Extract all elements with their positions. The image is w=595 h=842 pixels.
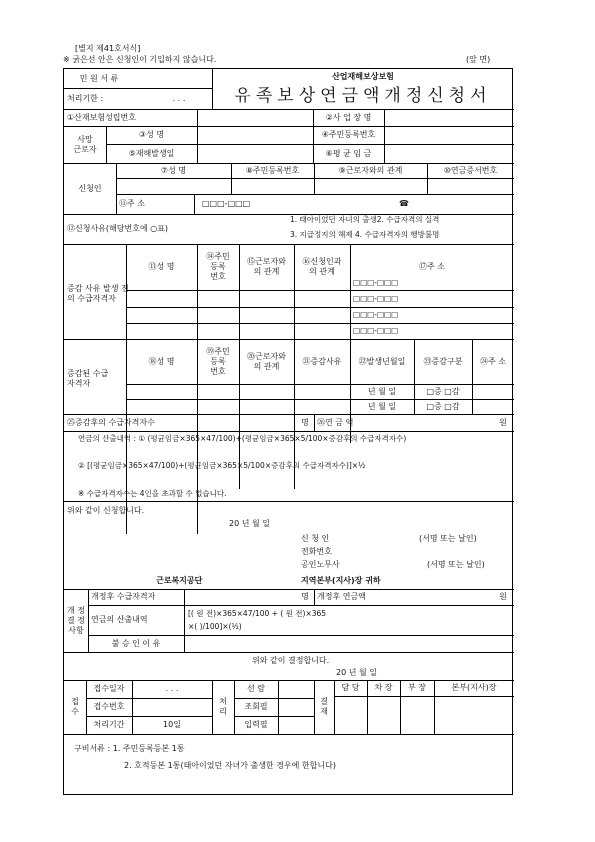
inquiry-label: 조회필 [244,702,268,711]
before-address-box-3: □□□-□□□ [353,310,399,319]
after-date-header: ㉒발생년월일 [358,356,406,366]
applicant-relation-label: ⑨근로자와의 관계 [338,165,403,175]
proc-limit-label: 처리기간 [93,720,125,729]
decide-date: 20 년 월 일 [336,668,377,677]
revised-count-unit: 명 [301,592,309,601]
approver-staff: 담 당 [341,683,360,692]
receipt-label: 접 수 [71,697,79,716]
calc-detail-label: 연금의 산출내역 [91,615,148,624]
after-date-row-1: 년 월 일 [367,386,397,396]
before-app-relation-header: ⑯신청인과 의 관계 [302,257,342,276]
before-resident-header: ⑭주민 등록 번호 [206,252,230,281]
after-incdec-2: □증 □감 [426,401,460,411]
before-address-header: ⑰주 소 [419,262,445,271]
after-address-header: ㉔주 소 [480,356,506,366]
deceased-resident-label: ④주민등록번호 [321,130,376,139]
process-label: 처 리 [219,697,227,716]
reject-reason-label: 불 승 인 이 유 [111,638,161,648]
signer-applicant-label: 신 청 인 [301,534,330,543]
deceased-worker-label: 사망 근로자 [73,134,97,154]
apply-statement: 위와 같이 신청합니다. [67,506,145,515]
calc-detail-line-2: ×( )/100]×(½) [188,622,242,631]
instruction-note: ※ 굵은선 안은 신청인이 기입하지 않습니다. [63,55,217,64]
after-relation-header: ⑳근로자와 의 관계 [247,351,286,371]
revised-pension-won: 원 [499,592,507,601]
approver-deputy: 차 장 [374,683,393,692]
reason-row-label [64,214,207,244]
applicant-sign-note: (서명 또는 날인) [419,534,477,543]
receipt-date-label: 접수일자 [93,684,125,693]
reason-hint: (해당번호에 ○표) [105,224,169,233]
calc-line-1: 연금의 산출내역 : ① (평균임금×365×47/100)+(평균임금×365×5/100×증감후의 수급자격자수) [78,434,407,443]
receipt-no-label: 접수번호 [93,702,125,711]
reason-line-1: 1. 태아이었던 자녀의 출생2. 수급자격의 실격 [290,215,440,224]
applicant-name-label: ⑦성 명 [160,165,187,175]
deceased-name-label: ③성 명 [138,130,165,139]
after-name-header: ⑱성 명 [148,356,175,366]
after-date-row-2: 년 월 일 [367,401,397,411]
before-name-header: ⑬성 명 [148,262,175,271]
proc-days-value: 10일 [163,720,181,729]
address-label: ⑪주 소 [119,199,145,208]
applicant-resident-label: ⑧주민등록번호 [245,165,300,175]
calc-note: ※ 수급자격자수는 4인을 초과할 수 없습니다. [78,489,227,498]
pension-amount-label: ㉖연 금 액 [317,417,354,427]
accident-date-label: ⑤재해발생일 [128,148,175,158]
before-group-label: 증감 사유 발생 전의 수급자격자 [67,284,129,303]
reason-line-2: 3. 지급정지의 해제 4. 수급자격자의 행방불명 [290,230,440,239]
pension-cert-label: ⑩연금증서번호 [443,165,498,175]
before-address-box-4: □□□-□□□ [353,326,399,335]
sign-date: 20 년 월 일 [229,519,270,528]
calc-line-2: ② [(평균임금×365×47/100)+(평균임금×365×5/100×증감후의 수급자격자수)]×½ [78,461,366,470]
decided-statement: 위와 같이 결정합니다. [252,656,330,665]
reason-label: ⑫신청사유 [67,224,106,233]
form-subtitle: 산업재해보상보험 [332,71,394,81]
approval-label: 결 재 [320,697,328,716]
phone-icon: ☎ [399,199,409,208]
reg-no-label: ①산재보험성립번호 [67,112,136,122]
before-address-box-2: □□□-□□□ [353,294,399,303]
pension-won: 원 [499,417,507,427]
before-address-box-1: □□□-□□□ [353,278,399,287]
after-reason-header: ㉑증감사유 [302,356,342,366]
decision-group-label: 개 정 결 정 사항 [67,605,85,635]
signer-phone-label: 전화번호 [301,547,332,556]
form-title: 유족보상연금액개정신청서 [234,86,492,106]
address-postcode-box: □□□-□□□ [202,199,251,208]
after-group-label: 증감된 수급 자격자 [67,369,109,388]
processing-limit-dots: . . . [172,93,186,103]
calc-detail-line-1: [( 원 전)×365×47/100 + ( 원 전)×365 [188,609,327,618]
application-form [63,68,513,795]
receipt-date-dots: . . . [165,684,179,693]
to-branch: 지역본부(지사)장 귀하 [301,576,381,585]
count-unit: 명 [301,417,309,427]
org-name: 근로복지공단 [156,576,203,585]
signer-labor-label: 공인노무사 [301,560,340,569]
after-resident-header: ⑲주민 등록 번호 [206,346,230,376]
after-type-header: ㉓증감구분 [423,356,463,366]
processing-limit-label: 처리기한 : [67,93,104,103]
avg-wage-label: ⑥평 균 임 금 [325,148,372,158]
after-incdec-1: □증 □감 [426,386,460,396]
applicant-label: 신청인 [78,183,102,193]
labor-sign-note: (서명 또는 날인) [427,560,485,569]
page-side-label: (앞 면) [466,55,491,64]
revised-count-label: 개정후 수급자격자 [91,592,156,601]
selection-label: 선 람 [247,684,265,693]
before-relation-header: ⑮근로자와 의 관계 [247,257,286,276]
workplace-name-label: ②사 업 장 명 [325,112,372,122]
approver-head: 본부(지사)장 [451,683,497,692]
approver-manager: 부 장 [408,683,426,692]
count-after-label: ㉕증감후의 수급자격자수 [67,417,155,427]
civil-docs-label: 민 원 서 류 [79,73,119,83]
revised-pension-label: 개정후 연금액 [317,592,366,601]
attachments-line-2: 2. 호적등본 1통(태아이었던 자녀가 출생한 경우에 한합니다) [124,761,336,770]
input-label: 입력필 [244,720,268,729]
form-reference: [별지 제41호서식] [75,44,141,53]
attachments-line-1: 구비서류 : 1. 주민등록등본 1통 [74,744,185,753]
